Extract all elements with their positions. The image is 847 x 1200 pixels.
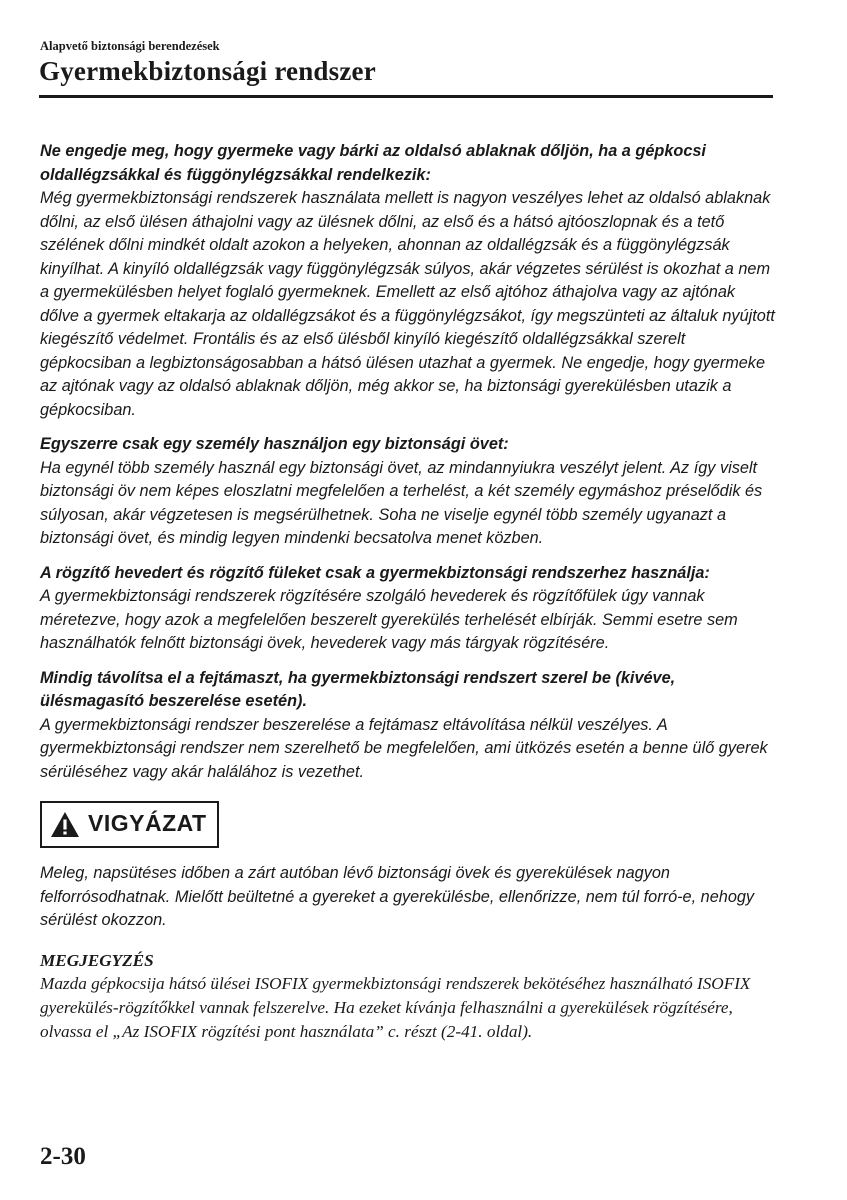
block-heading: Mindig távolítsa el a fejtámaszt, ha gyermekbiztonsági rendszert szerel be (kivéve, ülésmagasító beszerelése esetén). — [40, 668, 676, 710]
block-heading: Ne engedje meg, hogy gyermeke vagy bárki az oldalsó ablaknak dőljön, ha a gépkocsi oldallégzsákkal és függönylégzsákkal rendelkezik: — [40, 142, 706, 184]
block-body: A gyermekbiztonsági rendszerek rögzítésére szolgáló hevederek és rögzítőfülek úgy vannak méretezve, hogy azok a megfelelően beszerelt gyerekülés terhelését elbírják. Semmi esetre sem használhatók felnőtt biztonsági övek, hevederek vagy más tárgyak rögzítésére. — [40, 587, 738, 652]
caution-label: VIGYÁZAT — [88, 810, 207, 837]
warning-block-one-person-belt — [40, 433, 776, 551]
caution-text: Meleg, napsütéses időben a zárt autóban lévő biztonsági övek és gyerekülések nagyon felforrósodhatnak. Mielőtt beültetné a gyereket a gyerekülésbe, ellenőrizze, nem túl forró-e, nehogy sérülést okozzon. — [40, 864, 755, 929]
block-heading: A rögzítő hevedert és rögzítő füleket csak a gyermekbiztonsági rendszerhez használja: — [40, 563, 710, 582]
page-number: 2-30 — [40, 1143, 86, 1170]
block-heading: Egyszerre csak egy személy használjon egy biztonsági övet: — [40, 435, 509, 453]
note-section — [40, 949, 776, 1044]
note-text: Mazda gépkocsija hátsó ülései ISOFIX gyermekbiztonsági rendszerek bekötéséhez használható ISOFIX gyerekülés-rögzítőkkel vannak felszerelve. Ha ezeket kívánja felhasználni a gyerekülések rögzítésére, olvassa el „Az ISOFIX rögzítési pont használata” c. részt (2-41. oldal). — [40, 974, 751, 1041]
warning-block-tether — [40, 562, 776, 656]
block-body: Ha egynél több személy használ egy biztonsági övet, az mindannyiukra veszélyt jelent. Az így viselt biztonsági öv nem képes eloszlatni megfelelően a terhelést, a két személy egymáshoz préselődik és súlyosan, akár végzetesen is megsérülhetnek. Soha ne viselje egynél több személy ugyanazt a biztonsági övet, és mindig legyen mindenki becsatolva menet közben. — [40, 458, 763, 547]
warning-block-side-window — [40, 140, 776, 422]
title-divider — [39, 95, 773, 98]
block-body: A gyermekbiztonsági rendszer beszerelése a fejtámasz eltávolítása nélkül veszélyes. A gyermekbiztonsági rendszer nem szerelhető be megfelelően, ami ütközés esetén a benne ülő gyerek sérüléséhez vagy akár halálához is vezethet. — [40, 715, 768, 781]
section-label: Alapvető biztonsági berendezések — [40, 39, 220, 53]
warning-triangle-icon — [50, 811, 80, 838]
note-heading: MEGJEGYZÉS — [40, 950, 154, 970]
block-body: Még gyermekbiztonsági rendszerek használata mellett is nagyon veszélyes lehet az oldalsó ablaknak dőlni, az első ülésen áthajolni vagy az ülésnek dőlni, az első és a hátsó ajtóoszlopnak és a tető szélének dőlni mindkét oldalt azokon a helyeken, ahonnan az oldallégzsák és a függönylégzsák kinyílhat. A kinyíló oldallégzsák vagy függönylégzsák súlyos, akár végzetes sérülést is okozhat a nem a gyermekülésben helyet foglaló gyermeknek. Emellett az első ajtóhoz áthajolva vagy az ajtónak dőlve a gyermek eltakarja az oldallégzsákot és a függönylégzsákot, így megszünteti az általuk nyújtott kiegészítő védelmet. Frontális és az első ülésből kinyíló kiegészítő oldallégzsákkal szerelt gépkocsiban a legbiztonságosabban a hátsó ülésen utazhat a gyermek. Ne engedje, hogy gyermeke az ajtónak vagy az oldalsó ablaknak dőljön, még akkor se, ha biztonsági gyerekülésben utazik a gépkocsiban. — [40, 189, 775, 419]
main-content — [40, 140, 776, 1043]
warning-block-headrest — [40, 667, 776, 785]
page-title: Gyermekbiztonsági rendszer — [39, 56, 376, 86]
caution-badge — [40, 801, 219, 848]
